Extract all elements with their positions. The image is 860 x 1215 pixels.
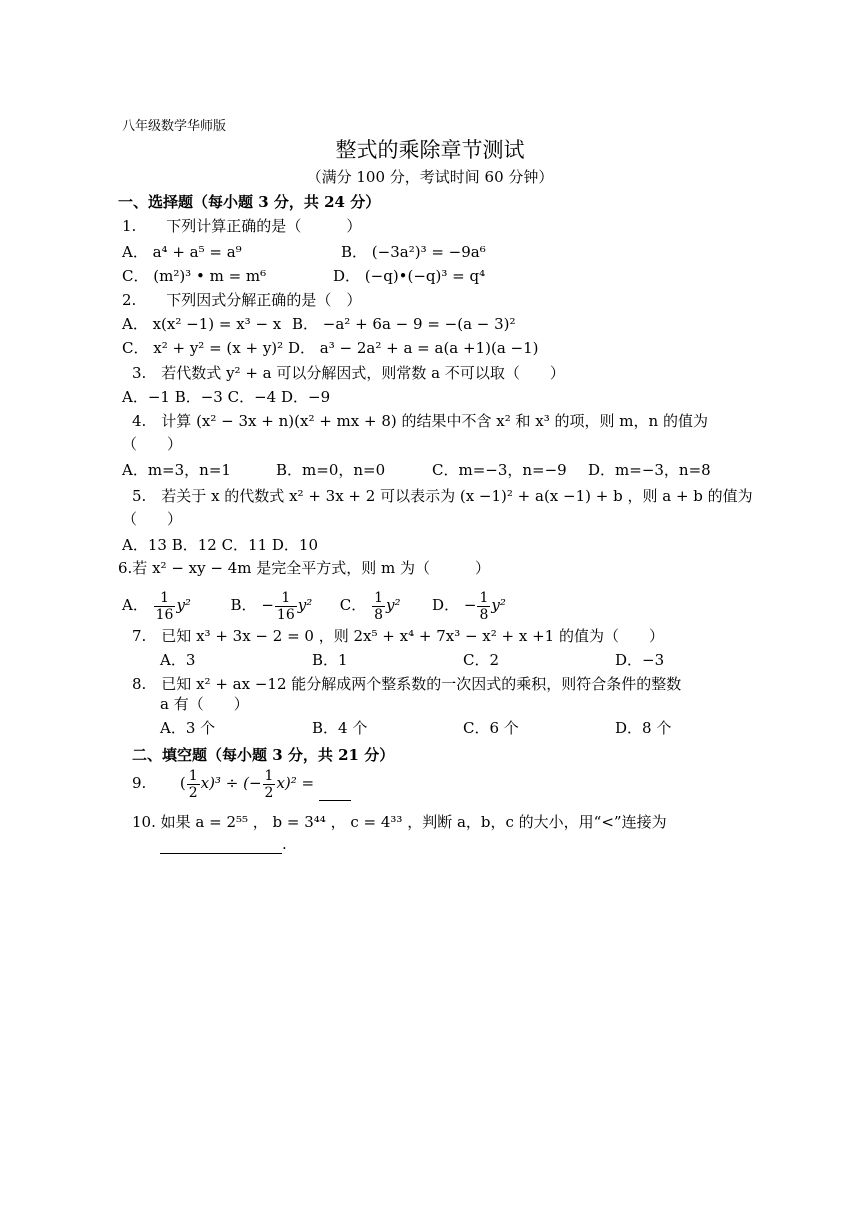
- question-4-stem: 4. 计算 (x² − 3x + n)(x² + mx + 8) 的结果中不含 x² 和 x³ 的项，则 m，n 的值为: [132, 412, 708, 430]
- question-1-option-a: A． a⁴ + a⁵ = a⁹: [122, 243, 242, 261]
- question-2-stem: 2. 下列因式分解正确的是（ ）: [122, 291, 362, 309]
- question-9-number: 9.: [132, 774, 147, 792]
- y-squared: y²: [176, 596, 191, 614]
- section-heading-fill-in: 二、填空题（每小题 3 分，共 21 分）: [132, 746, 395, 764]
- question-2-option-d: D． a³ − 2a² + a = a(a +1)(a −1): [288, 339, 539, 357]
- page-subtitle: （满分 100 分，考试时间 60 分钟）: [306, 168, 554, 186]
- answer-blank[interactable]: [160, 839, 282, 854]
- question-8-option-d: D．8 个: [615, 719, 672, 737]
- fraction-denominator: 16: [155, 606, 174, 623]
- question-1-option-b: B． (−3a²)³ = −9a⁶: [341, 243, 486, 261]
- question-7-option-a: A．3: [160, 651, 196, 669]
- question-1-stem: 1. 下列计算正确的是（ ）: [122, 217, 362, 235]
- question-2-option-a: A． x(x² −1) = x³ − x: [122, 315, 282, 333]
- fraction-one-eighth: [372, 590, 385, 623]
- minus-sign: −: [261, 596, 274, 614]
- fraction-denominator: 8: [479, 606, 489, 623]
- fraction-numerator: 1: [275, 590, 297, 607]
- expression-x-cubed-divide: x)³ ÷ (−: [200, 774, 262, 792]
- question-6-option-d-label: D．: [432, 596, 460, 614]
- fraction-denominator: 2: [264, 784, 274, 801]
- question-4-option-c: C．m=−3，n=−9: [432, 461, 567, 479]
- answer-blank[interactable]: [319, 786, 351, 801]
- fraction-denominator: 2: [188, 784, 198, 801]
- header-label: 八年级数学华师版: [122, 119, 227, 134]
- minus-sign: −: [463, 596, 477, 614]
- question-6-option-c-label: C．: [339, 596, 367, 614]
- period: .: [282, 835, 287, 853]
- fraction-numerator: 1: [188, 767, 198, 784]
- y-squared: y²: [385, 596, 401, 614]
- question-8-option-b: B．4 个: [312, 719, 368, 737]
- question-10-stem: 10. 如果 a = 2⁵⁵ ， b = 3⁴⁴ ， c = 4³³ ，判断 a，b，c 的大小，用“<”连接为: [132, 813, 667, 831]
- question-8-option-a: A．3 个: [160, 719, 216, 737]
- question-6-stem: 6.若 x² − xy − 4m 是完全平方式，则 m 为（ ）: [118, 559, 490, 577]
- question-5-options: A．13 B．12 C．11 D．10: [122, 536, 319, 554]
- question-4-paren: （ ）: [122, 435, 183, 453]
- question-4-option-b: B．m=0，n=0: [276, 461, 386, 479]
- question-2-option-c: C． x² + y² = (x + y)²: [122, 339, 284, 357]
- fraction-numerator: 1: [479, 589, 489, 606]
- question-3-options: A．−1 B．−3 C．−4 D．−9: [122, 388, 331, 406]
- fraction-one-half: [263, 768, 276, 801]
- question-6-option-a-label: A．: [122, 596, 148, 614]
- fraction-denominator: 16: [276, 606, 295, 623]
- question-9: [132, 765, 351, 801]
- expression-x-squared-equals: x)² =: [276, 774, 315, 792]
- fraction-one-sixteenth: [275, 590, 297, 623]
- section-heading-choice: 一、选择题（每小题 3 分，共 24 分）: [118, 193, 381, 211]
- fraction-numerator: 1: [154, 590, 176, 607]
- left-paren: (: [179, 774, 186, 792]
- question-7-option-c: C．2: [463, 651, 500, 669]
- fraction-denominator: 8: [374, 606, 383, 623]
- question-7-stem: 7. 已知 x³ + 3x − 2 = 0 ，则 2x⁵ + x⁴ + 7x³ − x² + x +1 的值为（ ）: [132, 627, 664, 645]
- y-squared: y²: [297, 596, 313, 614]
- question-8-option-c: C．6 个: [463, 719, 519, 737]
- page-title: 整式的乘除章节测试: [335, 138, 525, 162]
- question-6-option-b-label: B．: [230, 596, 257, 614]
- question-1-option-d: D． (−q)•(−q)³ = q⁴: [333, 267, 486, 285]
- question-10-answer-line: [160, 834, 287, 854]
- question-8-stem: 8. 已知 x² + ax −12 能分解成两个整系数的一次因式的乘积，则符合条件的整数: [132, 675, 682, 693]
- y-squared: y²: [491, 596, 506, 614]
- question-1-option-c: C． (m²)³ • m = m⁶: [122, 267, 267, 285]
- fraction-numerator: 1: [374, 589, 383, 606]
- question-6-options: [122, 588, 506, 623]
- question-8-stem-continued: a 有（ ）: [160, 695, 249, 713]
- question-7-option-b: B．1: [312, 651, 348, 669]
- question-7-option-d: D．−3: [615, 651, 665, 669]
- fraction-one-eighth: [477, 590, 490, 623]
- fraction-one-half: [187, 768, 200, 801]
- question-2-option-b: B． −a² + 6a − 9 = −(a − 3)²: [292, 315, 516, 333]
- question-5-stem: 5. 若关于 x 的代数式 x² + 3x + 2 可以表示为 (x −1)² + a(x −1) + b ，则 a + b 的值为: [132, 487, 753, 505]
- fraction-one-sixteenth: [154, 590, 176, 623]
- question-4-option-d: D．m=−3，n=8: [588, 461, 711, 479]
- question-5-paren: （ ）: [122, 510, 183, 528]
- question-4-option-a: A．m=3，n=1: [122, 461, 231, 479]
- question-3-stem: 3. 若代数式 y² + a 可以分解因式，则常数 a 不可以取（ ）: [132, 364, 565, 382]
- fraction-numerator: 1: [264, 767, 274, 784]
